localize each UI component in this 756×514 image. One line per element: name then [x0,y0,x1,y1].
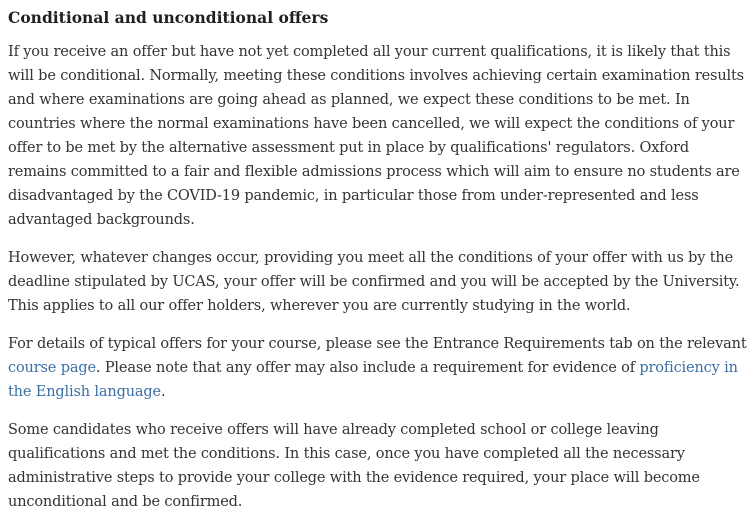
english-proficiency-link[interactable]: proficiency in the English language [8,360,738,400]
text-segment: . Please note that any offer may also include a requirement for evidence of [95,360,640,376]
section-heading: Conditional and unconditional offers [8,8,329,27]
text-segment: . [160,384,166,400]
paragraph-typical-offers [8,332,748,404]
paragraph-unconditional-offers: Some candidates who receive offers will have already completed school or college leaving qualifications and met the conditions. In this case, once you have completed all the necessary administrative steps to provide your college with the evidence required, your place will become unconditional and be confirmed. [8,422,700,510]
paragraph-offer-confirmation: However, whatever changes occur, providing you meet all the conditions of your offer with us by the deadline stipulated by UCAS, your offer will be confirmed and you will be accepted by the University. This applies to all our offer holders, wherever you are currently studying in the world. [8,250,740,314]
text-segment: For details of typical offers for your course, please see the Entrance Requirements tab on the relevant [8,336,747,352]
paragraph-conditional-offers: If you receive an offer but have not yet completed all your current qualifications, it is likely that this will be conditional. Normally, meeting these conditions involves achieving certain examination results and where examinations are going ahead as planned, we expect these conditions to be met. In countries where the normal examinations have been cancelled, we will expect the conditions of your offer to be met by the alternative assessment put in place by qualifications' regulators. Oxford remains committed to a fair and flexible admissions process which will aim to ensure no students are disadvantaged by the COVID-19 pandemic, in particular those from under-represented and less advantaged backgrounds. [8,44,744,228]
course-page-link[interactable]: course page [8,360,96,376]
